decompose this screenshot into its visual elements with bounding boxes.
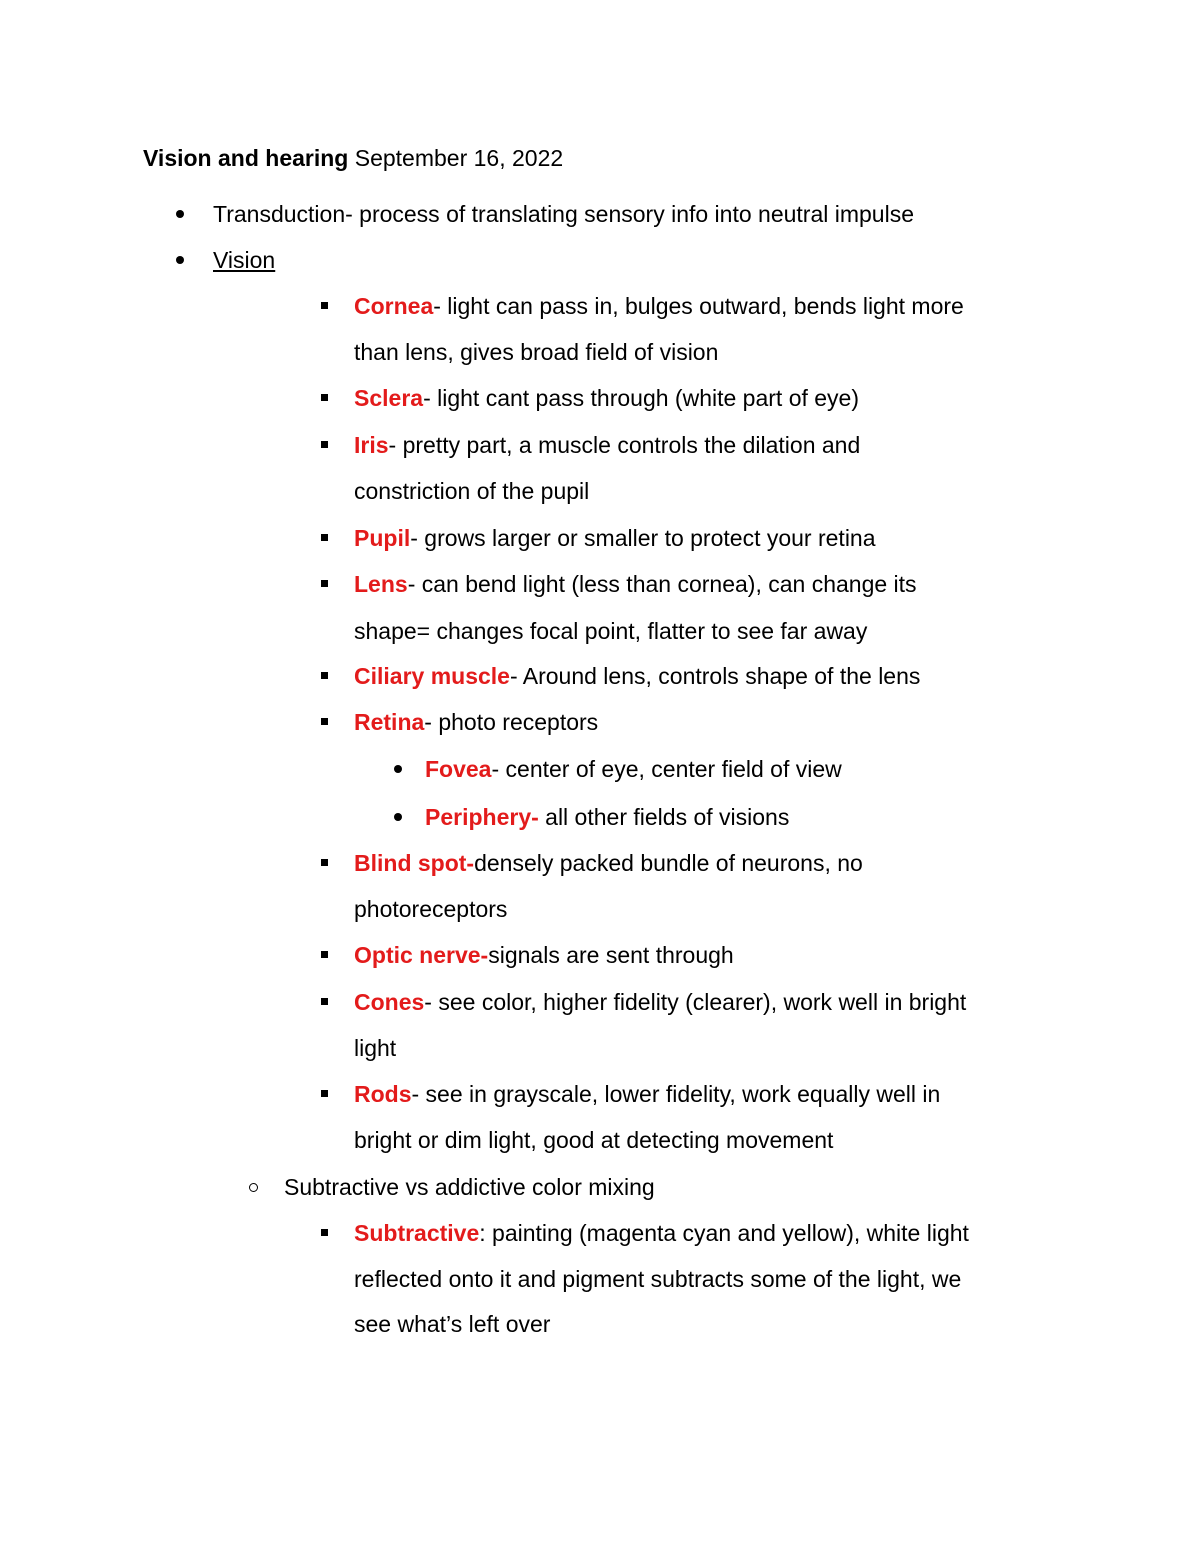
bullet-square-icon (321, 672, 328, 679)
document-title (143, 143, 563, 173)
bullet-square-icon (321, 1229, 328, 1236)
ciliary-line1: - Around lens, controls shape of the lens (509, 663, 921, 689)
bullet-square-icon (321, 718, 328, 725)
color-mixing-text: Subtractive vs addictive color mixing (284, 1174, 655, 1200)
bullet-blind-spot (354, 840, 863, 886)
title-date: September 16, 2022 (348, 145, 564, 171)
bullet-dot-icon (394, 813, 402, 821)
subtractive-continuation-1 (354, 1256, 961, 1302)
bullet-dot-icon (394, 765, 402, 773)
bullet-square-icon (321, 534, 328, 541)
cones-continuation (354, 1025, 396, 1071)
pupil-line1: - grows larger or smaller to protect your retina (410, 525, 876, 551)
subtractive-term: Subtractive (354, 1220, 480, 1246)
cornea-line2: than lens, gives broad field of vision (354, 339, 719, 365)
optic-term: Optic nerve- (354, 942, 489, 968)
iris-line2: constriction of the pupil (354, 478, 590, 504)
optic-line1: signals are sent through (488, 942, 734, 968)
subtractive-continuation-2 (354, 1301, 550, 1347)
iris-term: Iris (354, 432, 389, 458)
bullet-iris (354, 422, 860, 468)
bullet-color-mixing (284, 1164, 655, 1210)
cornea-line1: - light can pass in, bulges outward, bends light more (433, 293, 964, 319)
bullet-sclera (354, 375, 859, 421)
retina-term: Retina (354, 709, 425, 735)
vision-heading: Vision (213, 247, 276, 273)
cornea-term: Cornea (354, 293, 434, 319)
bullet-cones (354, 979, 966, 1025)
blindspot-line2: photoreceptors (354, 896, 508, 922)
fovea-term: Fovea (425, 756, 492, 782)
rods-continuation (354, 1117, 833, 1163)
fovea-line1: - center of eye, center field of view (491, 756, 842, 782)
subtractive-line2: reflected onto it and pigment subtracts some of the light, we (354, 1266, 962, 1292)
bullet-square-icon (321, 1090, 328, 1097)
rods-term: Rods (354, 1081, 412, 1107)
lens-line2: shape= changes focal point, flatter to see far away (354, 618, 868, 644)
bullet-square-icon (321, 998, 328, 1005)
bullet-vision (213, 237, 275, 283)
bullet-subtractive (354, 1210, 969, 1256)
bullet-square-icon (321, 951, 328, 958)
periphery-line1: all other fields of visions (538, 804, 790, 830)
subtractive-line3: see what’s left over (354, 1311, 551, 1337)
cones-term: Cones (354, 989, 425, 1015)
cones-line2: light (354, 1035, 397, 1061)
sclera-term: Sclera (354, 385, 424, 411)
subtractive-line1: : painting (magenta cyan and yellow), white light (479, 1220, 969, 1246)
bullet-dot-icon (176, 256, 184, 264)
bullet-dot-icon (176, 210, 184, 218)
transduction-text: Transduction- process of translating sensory info into neutral impulse (213, 201, 914, 227)
lens-continuation (354, 608, 867, 654)
bullet-fovea (425, 746, 842, 792)
sclera-line1: - light cant pass through (white part of eye) (423, 385, 860, 411)
bullet-square-icon (321, 441, 328, 448)
lens-term: Lens (354, 571, 408, 597)
bullet-ciliary-muscle (354, 653, 920, 699)
bullet-square-icon (321, 859, 328, 866)
rods-line2: bright or dim light, good at detecting movement (354, 1127, 834, 1153)
bullet-cornea (354, 283, 964, 329)
title-heading: Vision and hearing (143, 145, 349, 171)
bullet-square-icon (321, 580, 328, 587)
bullet-periphery (425, 794, 789, 840)
iris-continuation (354, 468, 589, 514)
bullet-transduction (213, 191, 914, 237)
periphery-term: Periphery- (425, 804, 539, 830)
bullet-circle-outline-icon (249, 1183, 258, 1192)
bullet-rods (354, 1071, 940, 1117)
bullet-optic-nerve (354, 932, 734, 978)
rods-line1: - see in grayscale, lower fidelity, work equally well in (411, 1081, 941, 1107)
ciliary-term: Ciliary muscle (354, 663, 510, 689)
bullet-retina (354, 699, 598, 745)
bullet-square-icon (321, 302, 328, 309)
blindspot-term: Blind spot- (354, 850, 475, 876)
blindspot-continuation (354, 886, 507, 932)
bullet-square-icon (321, 394, 328, 401)
lens-line1: - can bend light (less than cornea), can change its (407, 571, 917, 597)
retina-line1: - photo receptors (424, 709, 599, 735)
bullet-lens (354, 561, 917, 607)
iris-line1: - pretty part, a muscle controls the dilation and (388, 432, 861, 458)
blindspot-line1: densely packed bundle of neurons, no (474, 850, 863, 876)
cones-line1: - see color, higher fidelity (clearer), work well in bright (424, 989, 967, 1015)
bullet-pupil (354, 515, 876, 561)
pupil-term: Pupil (354, 525, 411, 551)
cornea-continuation (354, 329, 718, 375)
